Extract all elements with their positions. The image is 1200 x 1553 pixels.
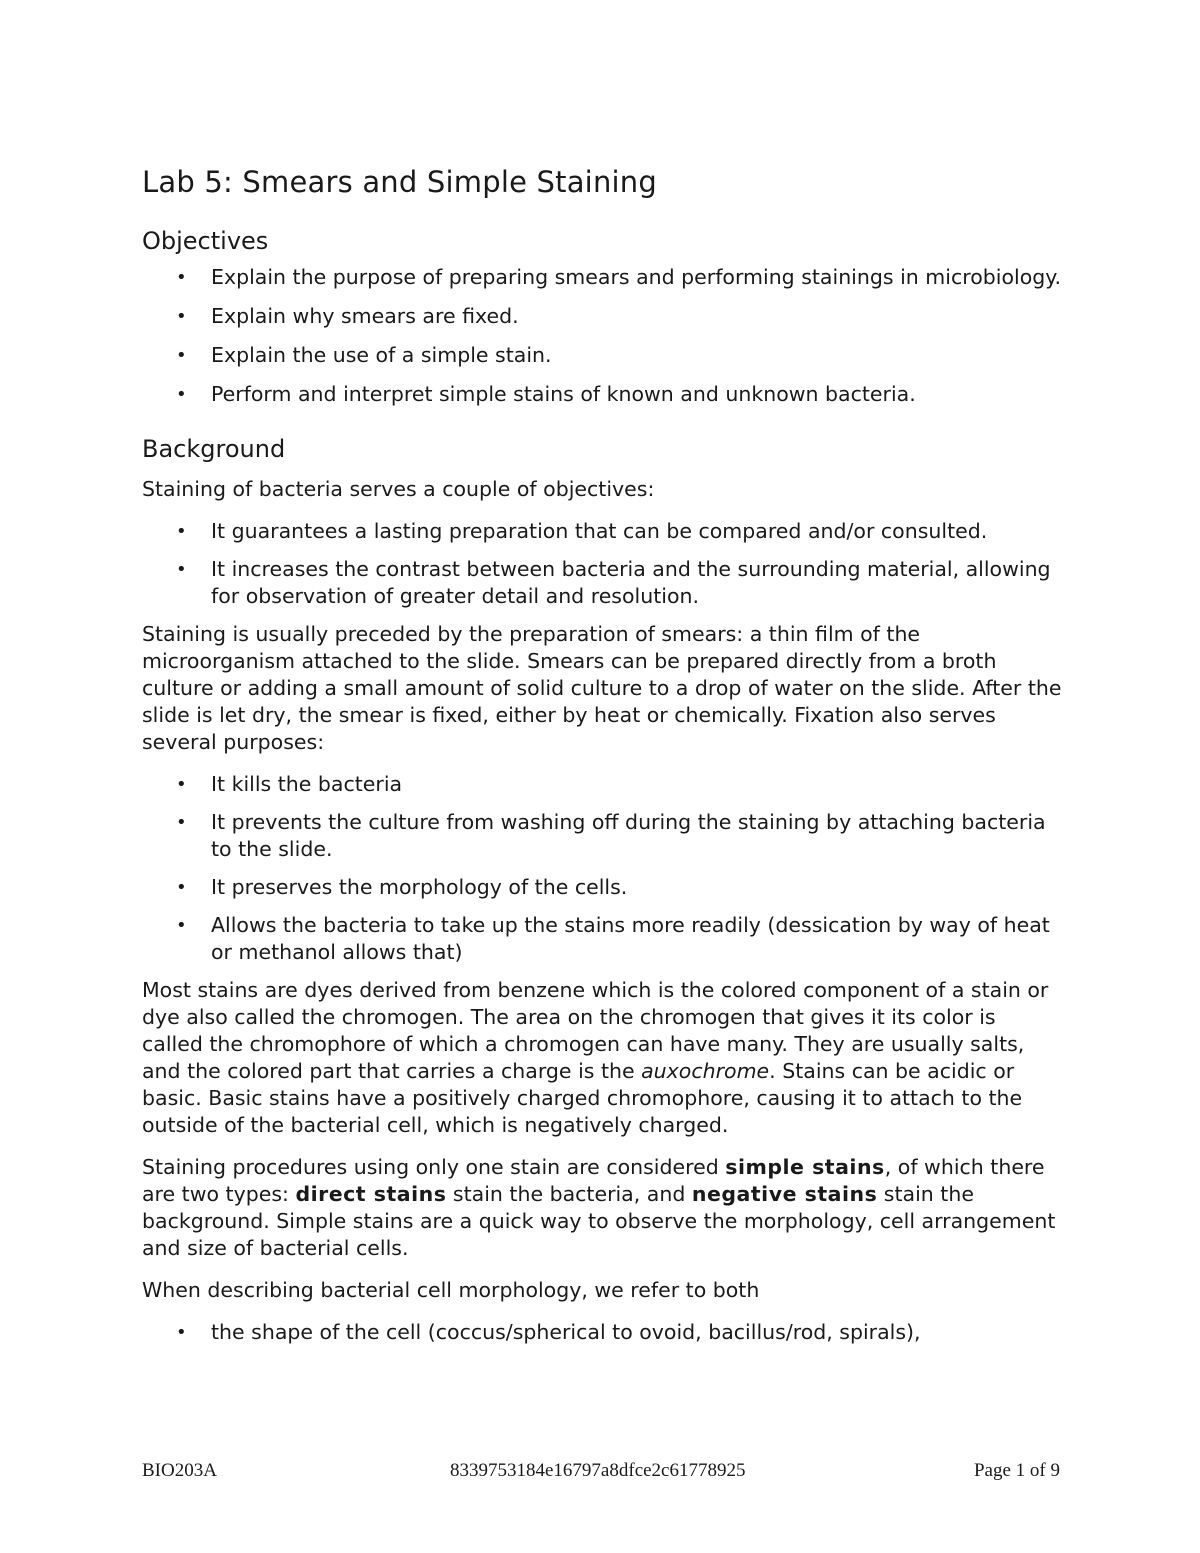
background-heading: Background [142,435,286,463]
page-title: Lab 5: Smears and Simple Staining [142,165,657,199]
auxochrome-term: auxochrome [641,1059,770,1083]
stains-paragraph: Most stains are dyes derived from benzene which is the colored component of a stain or dye also called the chromogen. The area on the chromogen that gives it its color is called the chromophore of which a chromogen can have many. They are usually salts, and the colored part that carries a charge is the auxochrome. Stains can be acidic or basic. Basic stains have a positively charged chromophore, causing it to attach to the outside of the bacterial cell, which is negatively charged. [142,978,1049,1137]
list-item: • Explain the purpose of preparing smears and performing stainings in microbiology. [176,265,1061,289]
direct-stains-term: direct stains [295,1182,447,1206]
negative-stains-term: negative stains [691,1182,878,1206]
list-item: • Perform and interpret simple stains of known and unknown bacteria. [176,382,916,406]
list-item: • It increases the contrast between bacteria and the surrounding material, allowing for observation of greater detail and resolution. [176,557,1051,608]
staining-objectives-list [142,518,1062,610]
fixation-purposes-list [142,771,1062,966]
morphology-list [142,1319,1062,1346]
list-item: • the shape of the cell (coccus/spherical to ovoid, bacillus/rod, spirals), [176,1320,921,1344]
footer-hash: 8339753184e16797a8dfce2c61778925 [450,1460,746,1481]
list-item: • It preserves the morphology of the cells. [176,875,628,899]
smears-paragraph: Staining is usually preceded by the preparation of smears: a thin film of the microorganism attached to the slide. Smears can be prepared directly from a broth culture or adding a small amount of solid culture to a drop of water on the slide. After the slide is let dry, the smear is fixed, either by heat or chemically. Fixation also serves several purposes: [142,622,1062,754]
morphology-intro: When describing bacterial cell morphology, we refer to both [142,1278,760,1302]
list-item: • Allows the bacteria to take up the stains more readily (dessication by way of heat or methanol allows that) [176,913,1050,964]
list-item: • It kills the bacteria [176,772,403,796]
background-intro: Staining of bacteria serves a couple of objectives: [142,477,655,501]
objectives-list [142,264,1062,408]
list-item: • It guarantees a lasting preparation that can be compared and/or consulted. [176,519,988,543]
simple-stains-term: simple stains [725,1155,885,1179]
footer-course: BIO203A [142,1460,217,1481]
document-body [142,160,1062,1346]
list-item: • Explain why smears are fixed. [176,304,519,328]
list-item: • It prevents the culture from washing off during the staining by attaching bacteria to the slide. [176,810,1046,861]
footer-page-number: Page 1 of 9 [973,1460,1060,1481]
objectives-heading: Objectives [142,227,269,255]
list-item: • Explain the use of a simple stain. [176,343,552,367]
simple-stains-paragraph: Staining procedures using only one stain are considered simple stains, of which there are two types: direct stains stain the bacteria, and negative stains stain the background. Simple stains are a quick way to observe the morphology, cell arrangement and size of bacterial cells. [142,1155,1056,1260]
